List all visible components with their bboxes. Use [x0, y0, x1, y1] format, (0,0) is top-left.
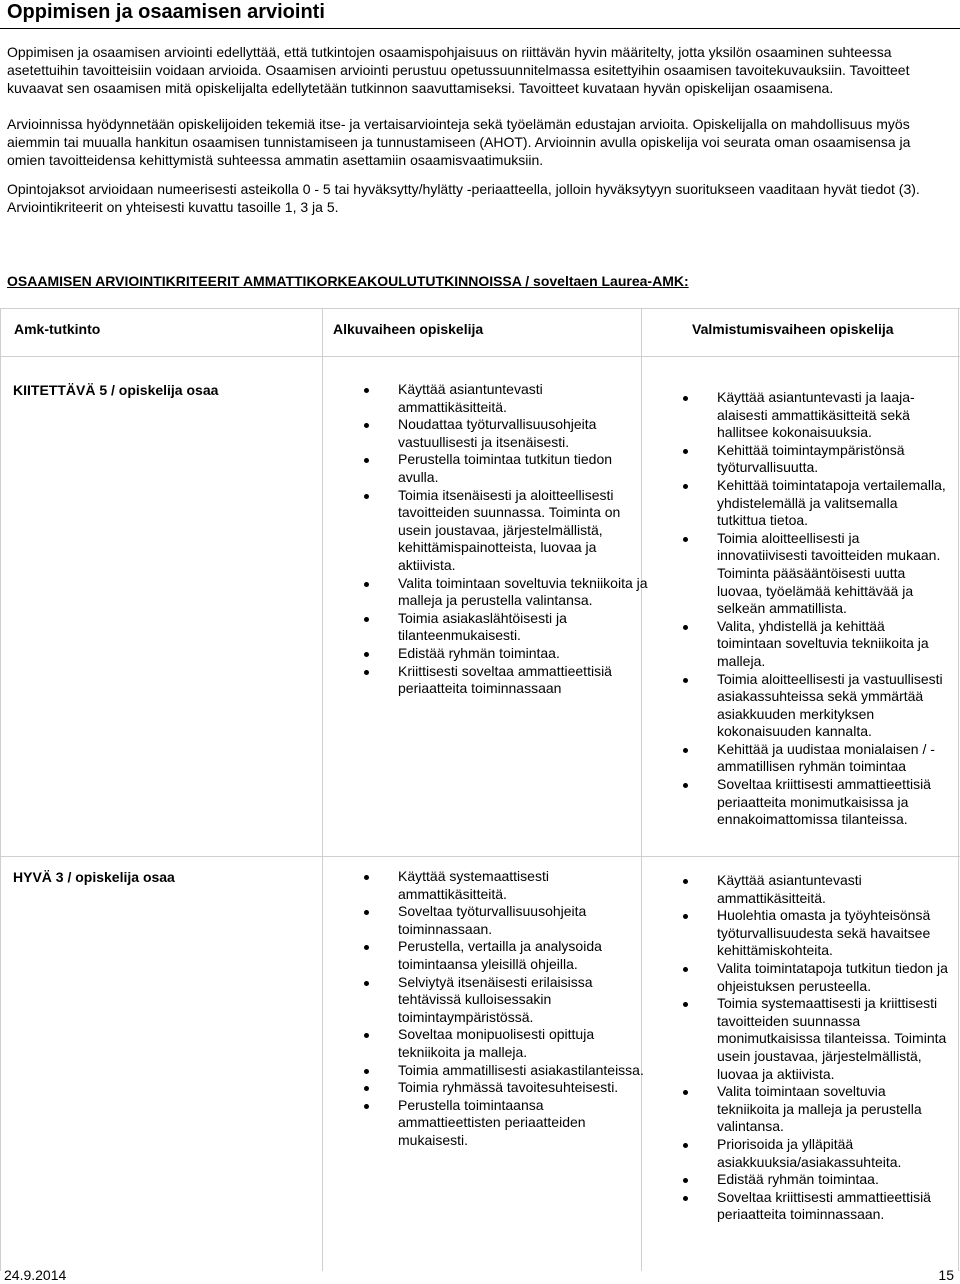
good-graduating-criteria	[717, 872, 949, 1224]
bullet-icon	[683, 396, 688, 401]
bullet-icon	[364, 388, 369, 393]
list-item: Käyttää asiantuntevasti ammattikäsitteitä.	[717, 872, 949, 907]
bullet-icon	[683, 1002, 688, 1007]
bullet-icon	[683, 484, 688, 489]
column-header-graduating: Valmistumisvaiheen opiskelija	[692, 321, 894, 337]
row-label-excellent: KIITETTÄVÄ 5 / opiskelija osaa	[13, 382, 219, 398]
assessment-paragraph: Arvioinnissa hyödynnetään opiskelijoiden tekemiä itse- ja vertaisarviointeja sekä työelämän edustajan arvioita. Opiskelijalla on mahdollisuus myös aiemmin tai muualla hankitun osaamisen tunnistamiseen ja tunnustamiseen (AHOT). Arvioinnin avulla opiskelija voi seurata oman osaamisensa ja omien tavoitteidensa kehittymistä suhteessa ammatin asettamiin osaamisvaatimuksiin.	[7, 116, 911, 168]
bullet-icon	[364, 945, 369, 950]
title-rule	[0, 28, 960, 29]
list-item: Valita toimintaan soveltuvia tekniikoita ja malleja ja perustella valintansa.	[717, 1083, 949, 1136]
bullet-icon	[364, 875, 369, 880]
bullet-icon	[364, 910, 369, 915]
grading-paragraph: Opintojaksot arvioidaan numeerisesti asteikolla 0 - 5 tai hyväksytty/hylätty -periaatteella, jolloin hyväksytyyn suoritukseen vaaditaan hyvät tiedot (3). Arviointikriteerit on yhteisesti kuvattu tasoille 1, 3 ja 5.	[7, 181, 920, 215]
list-item: Noudattaa työturvallisuusohjeita vastuullisesti ja itsenäisesti.	[398, 416, 648, 451]
list-item: Edistää ryhmän toimintaa.	[398, 645, 648, 663]
criteria-heading: OSAAMISEN ARVIOINTIKRITEERIT AMMATTIKORKEAKOULUTUTKINNOISSA / soveltaen Laurea-AMK:	[7, 273, 689, 289]
list-item: Priorisoida ja ylläpitää asiakkuuksia/asiakassuhteita.	[717, 1136, 949, 1171]
bullet-icon	[364, 652, 369, 657]
bullet-icon	[683, 678, 688, 683]
column-header-early: Alkuvaiheen opiskelija	[333, 321, 484, 337]
bullet-icon	[364, 1086, 369, 1091]
excellent-early-criteria	[398, 381, 648, 698]
list-item: Soveltaa kriittisesti ammattieettisiä periaatteita monimutkaisissa ja ennakoimattomissa tilanteissa.	[717, 776, 949, 829]
table-border-left	[0, 308, 1, 1271]
bullet-icon	[683, 914, 688, 919]
intro-paragraph: Oppimisen ja osaamisen arviointi edellyttää, että tutkintojen osaamispohjaisuus on riittävän hyvin määritelty, jotta yksilön osaaminen suhteessa asetettuihin tavoitteisiin voidaan arvioida. Osaamisen arviointi perustuu opetussuunnitelmassa esitettyihin osaamisen tavoitekuvauksiin. Tavoitteet kuvaavat sen osaamisen mitä opiskelijalta edellytetään tutkinnon saavuttamiseksi. Tavoitteet kuvataan hyvän opiskelijan osaamisena.	[7, 44, 910, 96]
table-border-top	[0, 308, 960, 309]
list-item: Soveltaa kriittisesti ammattieettisiä periaatteita toiminnassaan.	[717, 1189, 949, 1224]
list-item: Kehittää toimintaympäristönsä työturvallisuutta.	[717, 442, 949, 477]
list-item: Käyttää asiantuntevasti ja laaja-alaisesti ammattikäsitteitä sekä hallitsee kokonaisuuksia.	[717, 389, 949, 442]
list-item: Toimia systemaattisesti ja kriittisesti tavoitteiden suunnassa monimutkaisissa tilanteissa. Toiminta usein joustavaa, järjestelmällistä, luovaa ja aktiivista.	[717, 995, 949, 1083]
list-item: Huolehtia omasta ja työyhteisönsä työturvallisuudesta sekä havaitsee kehittämiskohteita.	[717, 907, 949, 960]
bullet-icon	[364, 1069, 369, 1074]
list-item: Kriittisesti soveltaa ammattieettisiä periaatteita toiminnassaan	[398, 663, 648, 698]
list-item: Käyttää systemaattisesti ammattikäsitteitä.	[398, 868, 648, 903]
bullet-icon	[683, 879, 688, 884]
table-col-divider-1	[322, 308, 323, 1271]
list-item: Toimia itsenäisesti ja aloitteellisesti tavoitteiden suunnassa. Toiminta on usein joustavaa, järjestelmällistä, kehittämispainotteista, luovaa ja aktiivista.	[398, 487, 648, 575]
list-item: Toimia asiakaslähtöisesti ja tilanteenmukaisesti.	[398, 610, 648, 645]
document-title: Oppimisen ja osaamisen arviointi	[7, 1, 325, 23]
list-item: Selviytyä itsenäisesti erilaisissa tehtävissä kulloisessakin toimintaympäristössä.	[398, 974, 648, 1027]
bullet-icon	[683, 1143, 688, 1148]
list-item: Kehittää ja uudistaa monialaisen / -ammatillisen ryhmän toimintaa	[717, 741, 949, 776]
bullet-icon	[364, 582, 369, 587]
bullet-icon	[683, 748, 688, 753]
list-item: Käyttää asiantuntevasti ammattikäsitteitä.	[398, 381, 648, 416]
bullet-icon	[364, 1104, 369, 1109]
list-item: Kehittää toimintatapoja vertailemalla, yhdistelemällä ja valitsemalla tutkittua tietoa.	[717, 477, 949, 530]
bullet-icon	[683, 537, 688, 542]
list-item: Valita toimintatapoja tutkitun tiedon ja ohjeistuksen perusteella.	[717, 960, 949, 995]
bullet-icon	[364, 670, 369, 675]
footer-date: 24.9.2014	[4, 1267, 67, 1283]
list-item: Perustella toimintaa tutkitun tiedon avulla.	[398, 451, 648, 486]
bullet-icon	[364, 617, 369, 622]
bullet-icon	[364, 423, 369, 428]
bullet-icon	[364, 981, 369, 986]
list-item: Soveltaa työturvallisuusohjeita toiminnassaan.	[398, 903, 648, 938]
list-item: Perustella, vertailla ja analysoida toimintaansa yleisillä ohjeilla.	[398, 938, 648, 973]
bullet-icon	[364, 458, 369, 463]
bullet-icon	[683, 1178, 688, 1183]
table-border-right	[958, 308, 959, 1271]
list-item: Toimia aloitteellisesti ja vastuullisesti asiakassuhteissa sekä ymmärtää asiakkuuden merkityksen kokonaisuuden kannalta.	[717, 671, 949, 741]
table-row-divider	[0, 856, 960, 857]
list-item: Edistää ryhmän toimintaa.	[717, 1171, 949, 1189]
row-label-good: HYVÄ 3 / opiskelija osaa	[13, 869, 175, 885]
good-early-criteria	[398, 868, 648, 1150]
bullet-icon	[683, 783, 688, 788]
list-item: Toimia ryhmässä tavoitesuhteisesti.	[398, 1079, 648, 1097]
list-item: Toimia aloitteellisesti ja innovatiivisesti tavoitteiden mukaan. Toiminta pääsääntöisesti uutta luovaa, työelämää kehittävää ja selkeän ammatillista.	[717, 530, 949, 618]
bullet-icon	[364, 1033, 369, 1038]
list-item: Valita, yhdistellä ja kehittää toimintaan soveltuvia tekniikoita ja malleja.	[717, 618, 949, 671]
page-number: 15	[938, 1267, 954, 1283]
list-item: Valita toimintaan soveltuvia tekniikoita ja malleja ja perustella valintansa.	[398, 575, 648, 610]
bullet-icon	[683, 1090, 688, 1095]
bullet-icon	[683, 1196, 688, 1201]
bullet-icon	[683, 625, 688, 630]
bullet-icon	[683, 449, 688, 454]
list-item: Perustella toimintaansa ammattieettisten periaatteiden mukaisesti.	[398, 1097, 648, 1150]
excellent-graduating-criteria	[717, 389, 949, 829]
table-header-divider	[0, 356, 960, 357]
bullet-icon	[364, 494, 369, 499]
bullet-icon	[683, 967, 688, 972]
list-item: Soveltaa monipuolisesti opittuja tekniikoita ja malleja.	[398, 1026, 648, 1061]
column-header-degree: Amk-tutkinto	[14, 321, 101, 337]
list-item: Toimia ammatillisesti asiakastilanteissa.	[398, 1062, 648, 1080]
